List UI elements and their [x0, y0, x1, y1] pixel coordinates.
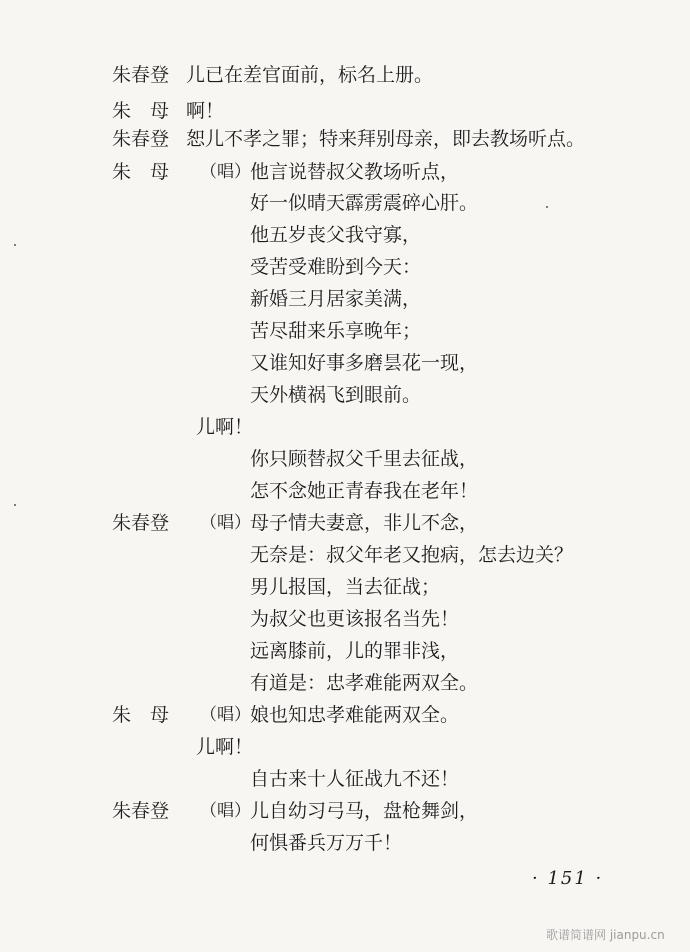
interjection-text: 儿啊！	[196, 416, 254, 438]
lyric-text: 母子情夫妻意，非儿不念，	[250, 512, 479, 534]
interjection-text: 儿啊！	[196, 736, 254, 758]
lyric-text: 又谁知好事多磨昙花一现，	[250, 352, 479, 374]
watermark-text: 歌谱简谱网 jianpu.cn	[546, 928, 665, 942]
speaker-name: 朱 母	[112, 704, 170, 726]
speaker-name: 朱春登	[112, 64, 170, 86]
lyric-text: 他言说替叔父教场听点，	[250, 161, 460, 183]
lyric-text: 有道是：忠孝难能两双全。	[250, 672, 479, 694]
sing-marker: （唱）	[200, 801, 251, 821]
lyric-text: 为叔父也更该报名当先！	[250, 608, 460, 630]
lyric-text: 天外横祸飞到眼前。	[250, 384, 422, 406]
lyric-text: 何惧番兵万万千！	[250, 832, 403, 854]
dialogue-text: 儿已在差官面前，标名上册。	[186, 64, 434, 86]
dialogue-text: 恕儿不孝之罪；特来拜别母亲，即去教场听点。	[186, 128, 586, 150]
speaker-name: 朱 母	[112, 100, 170, 122]
sing-marker: （唱）	[200, 162, 251, 182]
lyric-text: 他五岁丧父我守寡，	[250, 224, 422, 246]
lyric-text: 无奈是：叔父年老又抱病，怎去边关？	[250, 544, 574, 566]
scan-speck	[14, 244, 16, 246]
lyric-text: 好一似晴天霹雳震碎心肝。	[250, 192, 479, 214]
speaker-name: 朱春登	[112, 512, 170, 534]
scan-speck	[546, 206, 548, 208]
lyric-text: 新婚三月居家美满，	[250, 288, 422, 310]
sing-marker: （唱）	[200, 513, 251, 533]
dialogue-text: 啊！	[186, 100, 225, 122]
lyric-text: 怎不念她正青春我在老年！	[250, 480, 479, 502]
lyric-text: 男儿报国，当去征战；	[250, 576, 441, 598]
lyric-text: 远离膝前，儿的罪非浅，	[250, 640, 460, 662]
speaker-name: 朱春登	[112, 128, 170, 150]
scan-speck	[14, 504, 16, 506]
lyric-text: 娘也知忠孝难能两双全。	[250, 704, 460, 726]
sing-marker: （唱）	[200, 705, 251, 725]
lyric-text: 受苦受难盼到今天：	[250, 256, 422, 278]
lyric-text: 你只顾替叔父千里去征战，	[250, 448, 479, 470]
lyric-text: 自古来十人征战九不还！	[250, 768, 460, 790]
lyric-text: 儿自幼习弓马，盘枪舞剑，	[250, 800, 479, 822]
lyric-text: 苦尽甜来乐享晚年；	[250, 320, 422, 342]
speaker-name: 朱 母	[112, 161, 170, 183]
page-number: · 151 ·	[532, 868, 604, 889]
speaker-name: 朱春登	[112, 800, 170, 822]
